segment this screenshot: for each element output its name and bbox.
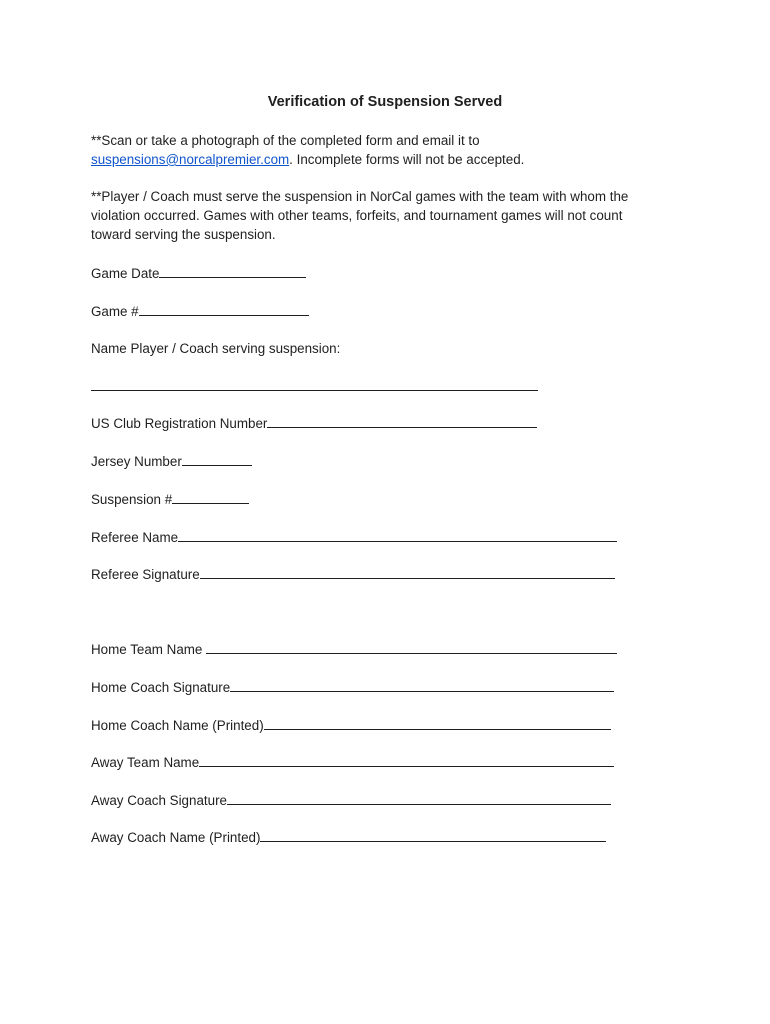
instructions-suffix: . Incomplete forms will not be accepted. <box>289 152 525 167</box>
player-coach-name-line <box>91 377 538 396</box>
referee-signature-field <box>91 565 615 584</box>
home-coach-signature-blank[interactable] <box>230 678 614 692</box>
rules-line: **Player / Coach must serve the suspension in NorCal games with the team with whom the <box>91 189 629 204</box>
submission-instructions <box>91 131 671 169</box>
jersey-number-blank[interactable] <box>182 452 252 466</box>
away-team-name-blank[interactable] <box>199 753 614 767</box>
game-date-field <box>91 264 306 283</box>
away-coach-signature-label: Away Coach Signature <box>91 793 227 808</box>
rules-line: violation occurred. Games with other teams, forfeits, and tournament games will not count <box>91 208 623 223</box>
instructions-line: **Scan or take a photograph of the completed form and email it to <box>91 133 480 148</box>
game-date-blank[interactable] <box>159 264 306 278</box>
form-title: Verification of Suspension Served <box>267 94 503 110</box>
home-coach-signature-label: Home Coach Signature <box>91 680 231 695</box>
us-club-registration-blank[interactable] <box>267 414 537 428</box>
home-team-name-blank[interactable] <box>206 640 617 654</box>
player-coach-name-label: Name Player / Coach serving suspension: <box>91 341 341 356</box>
home-team-name-label: Home Team Name <box>91 642 207 657</box>
referee-signature-blank[interactable] <box>200 565 615 579</box>
away-coach-signature-blank[interactable] <box>227 791 611 805</box>
away-team-name-label: Away Team Name <box>91 755 200 770</box>
player-coach-name-blank[interactable] <box>91 377 538 391</box>
suspension-rules <box>91 187 671 244</box>
away-coach-name-printed-blank[interactable] <box>260 828 606 842</box>
away-coach-name-printed-label: Away Coach Name (Printed) <box>91 830 261 845</box>
game-number-field <box>91 302 309 321</box>
home-coach-name-printed-field <box>91 716 611 735</box>
referee-name-blank[interactable] <box>178 528 617 542</box>
referee-name-label: Referee Name <box>91 530 179 545</box>
jersey-number-field <box>91 452 252 471</box>
referee-signature-label: Referee Signature <box>91 567 200 582</box>
away-coach-signature-field <box>91 791 611 810</box>
home-coach-name-printed-label: Home Coach Name (Printed) <box>91 718 264 733</box>
instructions-line <box>91 150 671 169</box>
game-number-blank[interactable] <box>139 302 309 316</box>
game-date-label: Game Date <box>91 266 160 281</box>
suspension-number-field <box>91 490 249 509</box>
home-team-name-field <box>91 640 617 659</box>
us-club-registration-label: US Club Registration Number <box>91 416 268 431</box>
referee-name-field <box>91 528 617 547</box>
away-team-name-field <box>91 753 614 772</box>
email-link[interactable]: suspensions@norcalpremier.com <box>91 152 290 167</box>
player-coach-name-field <box>91 340 340 358</box>
rules-line: toward serving the suspension. <box>91 227 276 242</box>
jersey-number-label: Jersey Number <box>91 454 182 469</box>
home-coach-signature-field <box>91 678 614 697</box>
us-club-registration-field <box>91 414 537 433</box>
home-coach-name-printed-blank[interactable] <box>264 716 611 730</box>
away-coach-name-printed-field <box>91 828 606 847</box>
suspension-number-label: Suspension # <box>91 492 173 507</box>
game-number-label: Game # <box>91 304 139 319</box>
suspension-number-blank[interactable] <box>172 490 249 504</box>
